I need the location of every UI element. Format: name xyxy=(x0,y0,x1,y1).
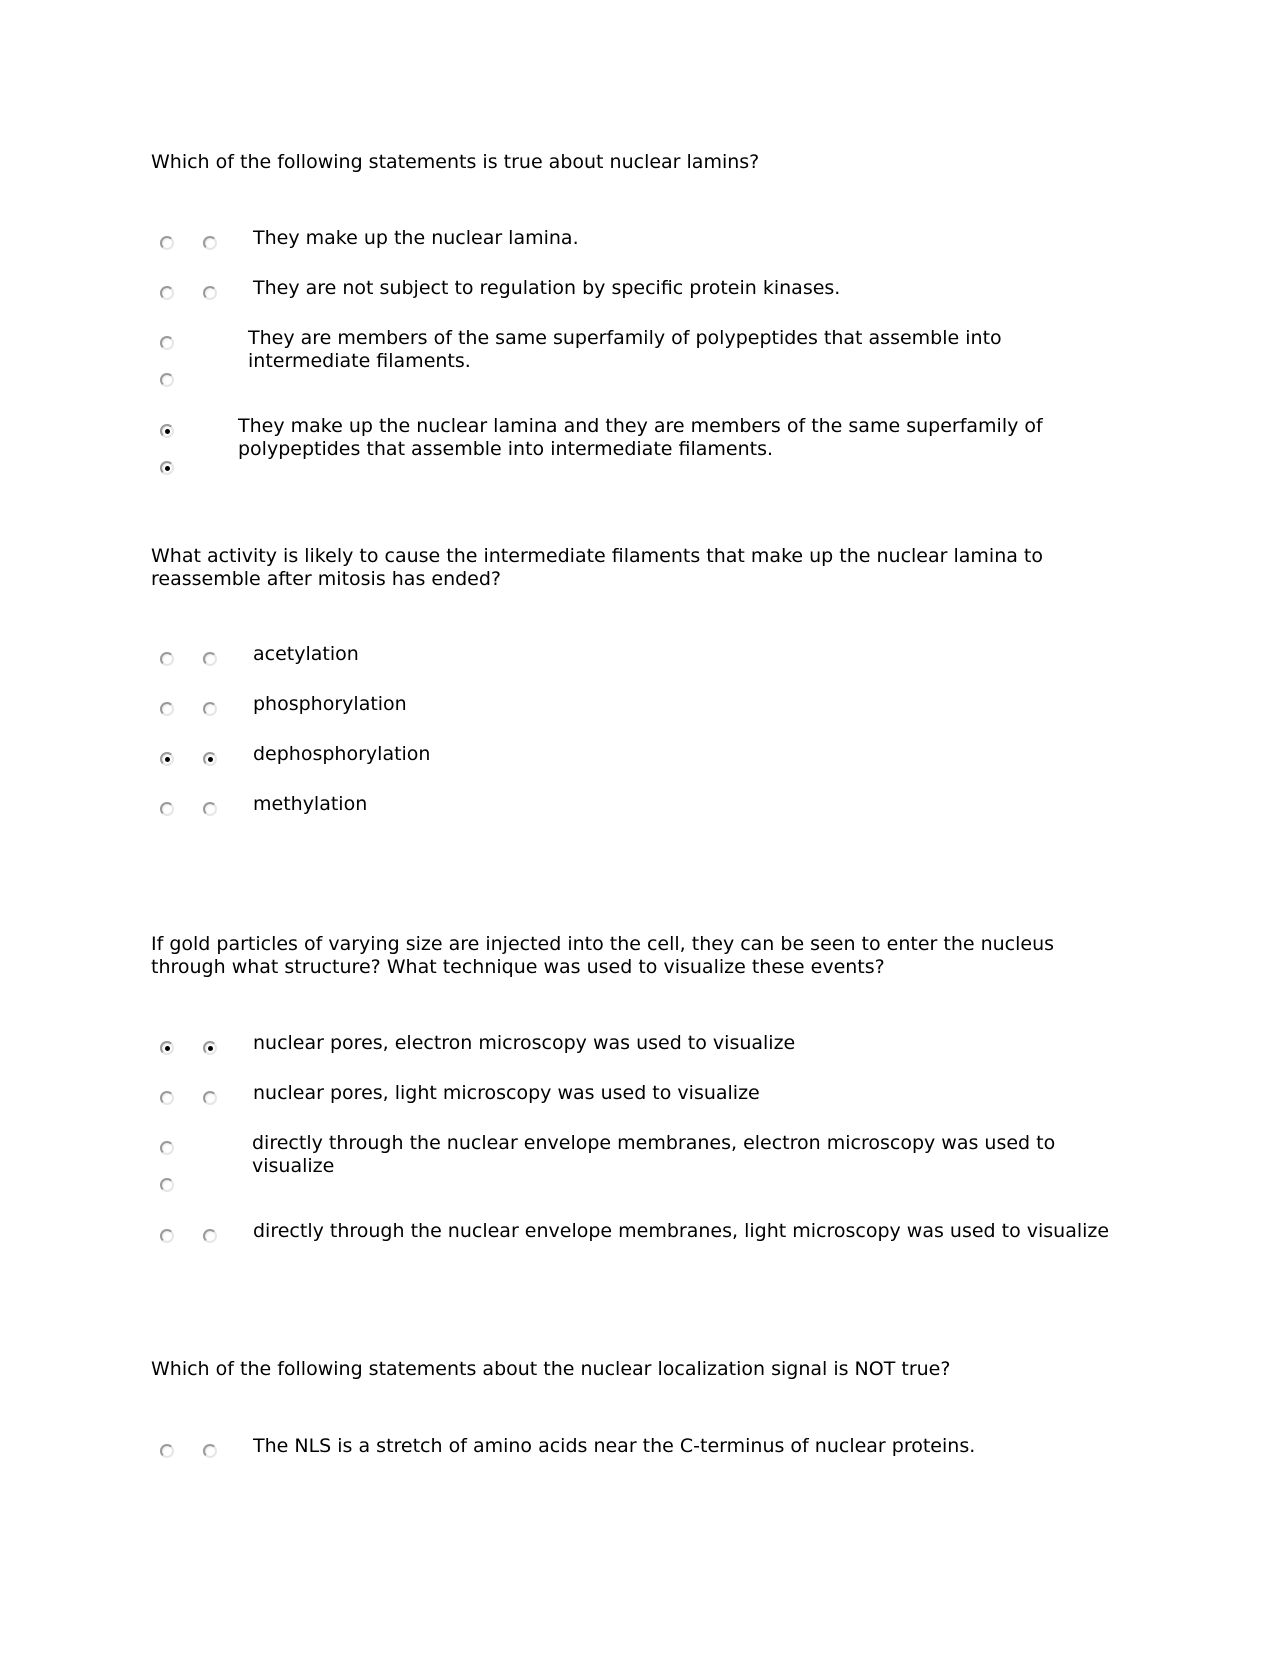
q1-opt1-radio-a[interactable] xyxy=(160,236,174,250)
q2-opt3-radio-b[interactable] xyxy=(203,752,217,766)
q1-opt4-radio-a[interactable] xyxy=(160,424,174,438)
q1-opt1-radio-b[interactable] xyxy=(203,236,217,250)
q3-option-2: nuclear pores, light microscopy was used to visualize xyxy=(253,1082,760,1104)
q4-opt1-radio-a[interactable] xyxy=(160,1444,174,1458)
q3-opt1-radio-a[interactable] xyxy=(160,1041,174,1055)
question-1-text: Which of the following statements is true about nuclear lamins? xyxy=(151,151,760,173)
q3-option-4: directly through the nuclear envelope membranes, light microscopy was used to visualize xyxy=(253,1220,1110,1242)
q2-opt2-radio-b[interactable] xyxy=(203,702,217,716)
q1-option-4: They make up the nuclear lamina and they are members of the same superfamily of polypeptides that assemble into intermediate filaments. xyxy=(238,415,1043,460)
q2-opt4-radio-b[interactable] xyxy=(203,802,217,816)
q2-opt1-radio-b[interactable] xyxy=(203,652,217,666)
q1-opt2-radio-b[interactable] xyxy=(203,286,217,300)
q1-option-2: They are not subject to regulation by specific protein kinases. xyxy=(253,277,841,299)
q4-opt1-radio-b[interactable] xyxy=(203,1444,217,1458)
q1-opt4-radio-b[interactable] xyxy=(160,461,174,475)
q3-option-1: nuclear pores, electron microscopy was used to visualize xyxy=(253,1032,796,1054)
q3-opt1-radio-b[interactable] xyxy=(203,1041,217,1055)
q1-option-3: They are members of the same superfamily of polypeptides that assemble into intermediate filaments. xyxy=(248,327,1002,372)
q2-option-3: dephosphorylation xyxy=(253,743,431,765)
q4-option-1: The NLS is a stretch of amino acids near the C-terminus of nuclear proteins. xyxy=(253,1435,976,1457)
q3-opt4-radio-b[interactable] xyxy=(203,1229,217,1243)
q3-option-3: directly through the nuclear envelope membranes, electron microscopy was used to visualize xyxy=(252,1132,1056,1177)
question-4-text: Which of the following statements about the nuclear localization signal is NOT true? xyxy=(151,1358,951,1380)
q1-opt3-radio-a[interactable] xyxy=(160,336,174,350)
q3-opt3-radio-a[interactable] xyxy=(160,1141,174,1155)
q2-option-2: phosphorylation xyxy=(253,693,407,715)
q3-opt2-radio-b[interactable] xyxy=(203,1091,217,1105)
q1-opt3-radio-b[interactable] xyxy=(160,373,174,387)
q2-opt2-radio-a[interactable] xyxy=(160,702,174,716)
question-3-text: If gold particles of varying size are injected into the cell, they can be seen to enter the nucleus through what structure? What technique was used to visualize these events? xyxy=(151,933,1055,978)
q3-opt3-radio-b[interactable] xyxy=(160,1178,174,1192)
q2-opt3-radio-a[interactable] xyxy=(160,752,174,766)
question-2-text: What activity is likely to cause the intermediate filaments that make up the nuclear lamina to reassemble after mitosis has ended? xyxy=(151,545,1043,590)
q1-option-1: They make up the nuclear lamina. xyxy=(253,227,579,249)
q2-option-4: methylation xyxy=(253,793,368,815)
q3-opt2-radio-a[interactable] xyxy=(160,1091,174,1105)
q3-opt4-radio-a[interactable] xyxy=(160,1229,174,1243)
q2-opt1-radio-a[interactable] xyxy=(160,652,174,666)
q2-option-1: acetylation xyxy=(253,643,359,665)
q2-opt4-radio-a[interactable] xyxy=(160,802,174,816)
q1-opt2-radio-a[interactable] xyxy=(160,286,174,300)
